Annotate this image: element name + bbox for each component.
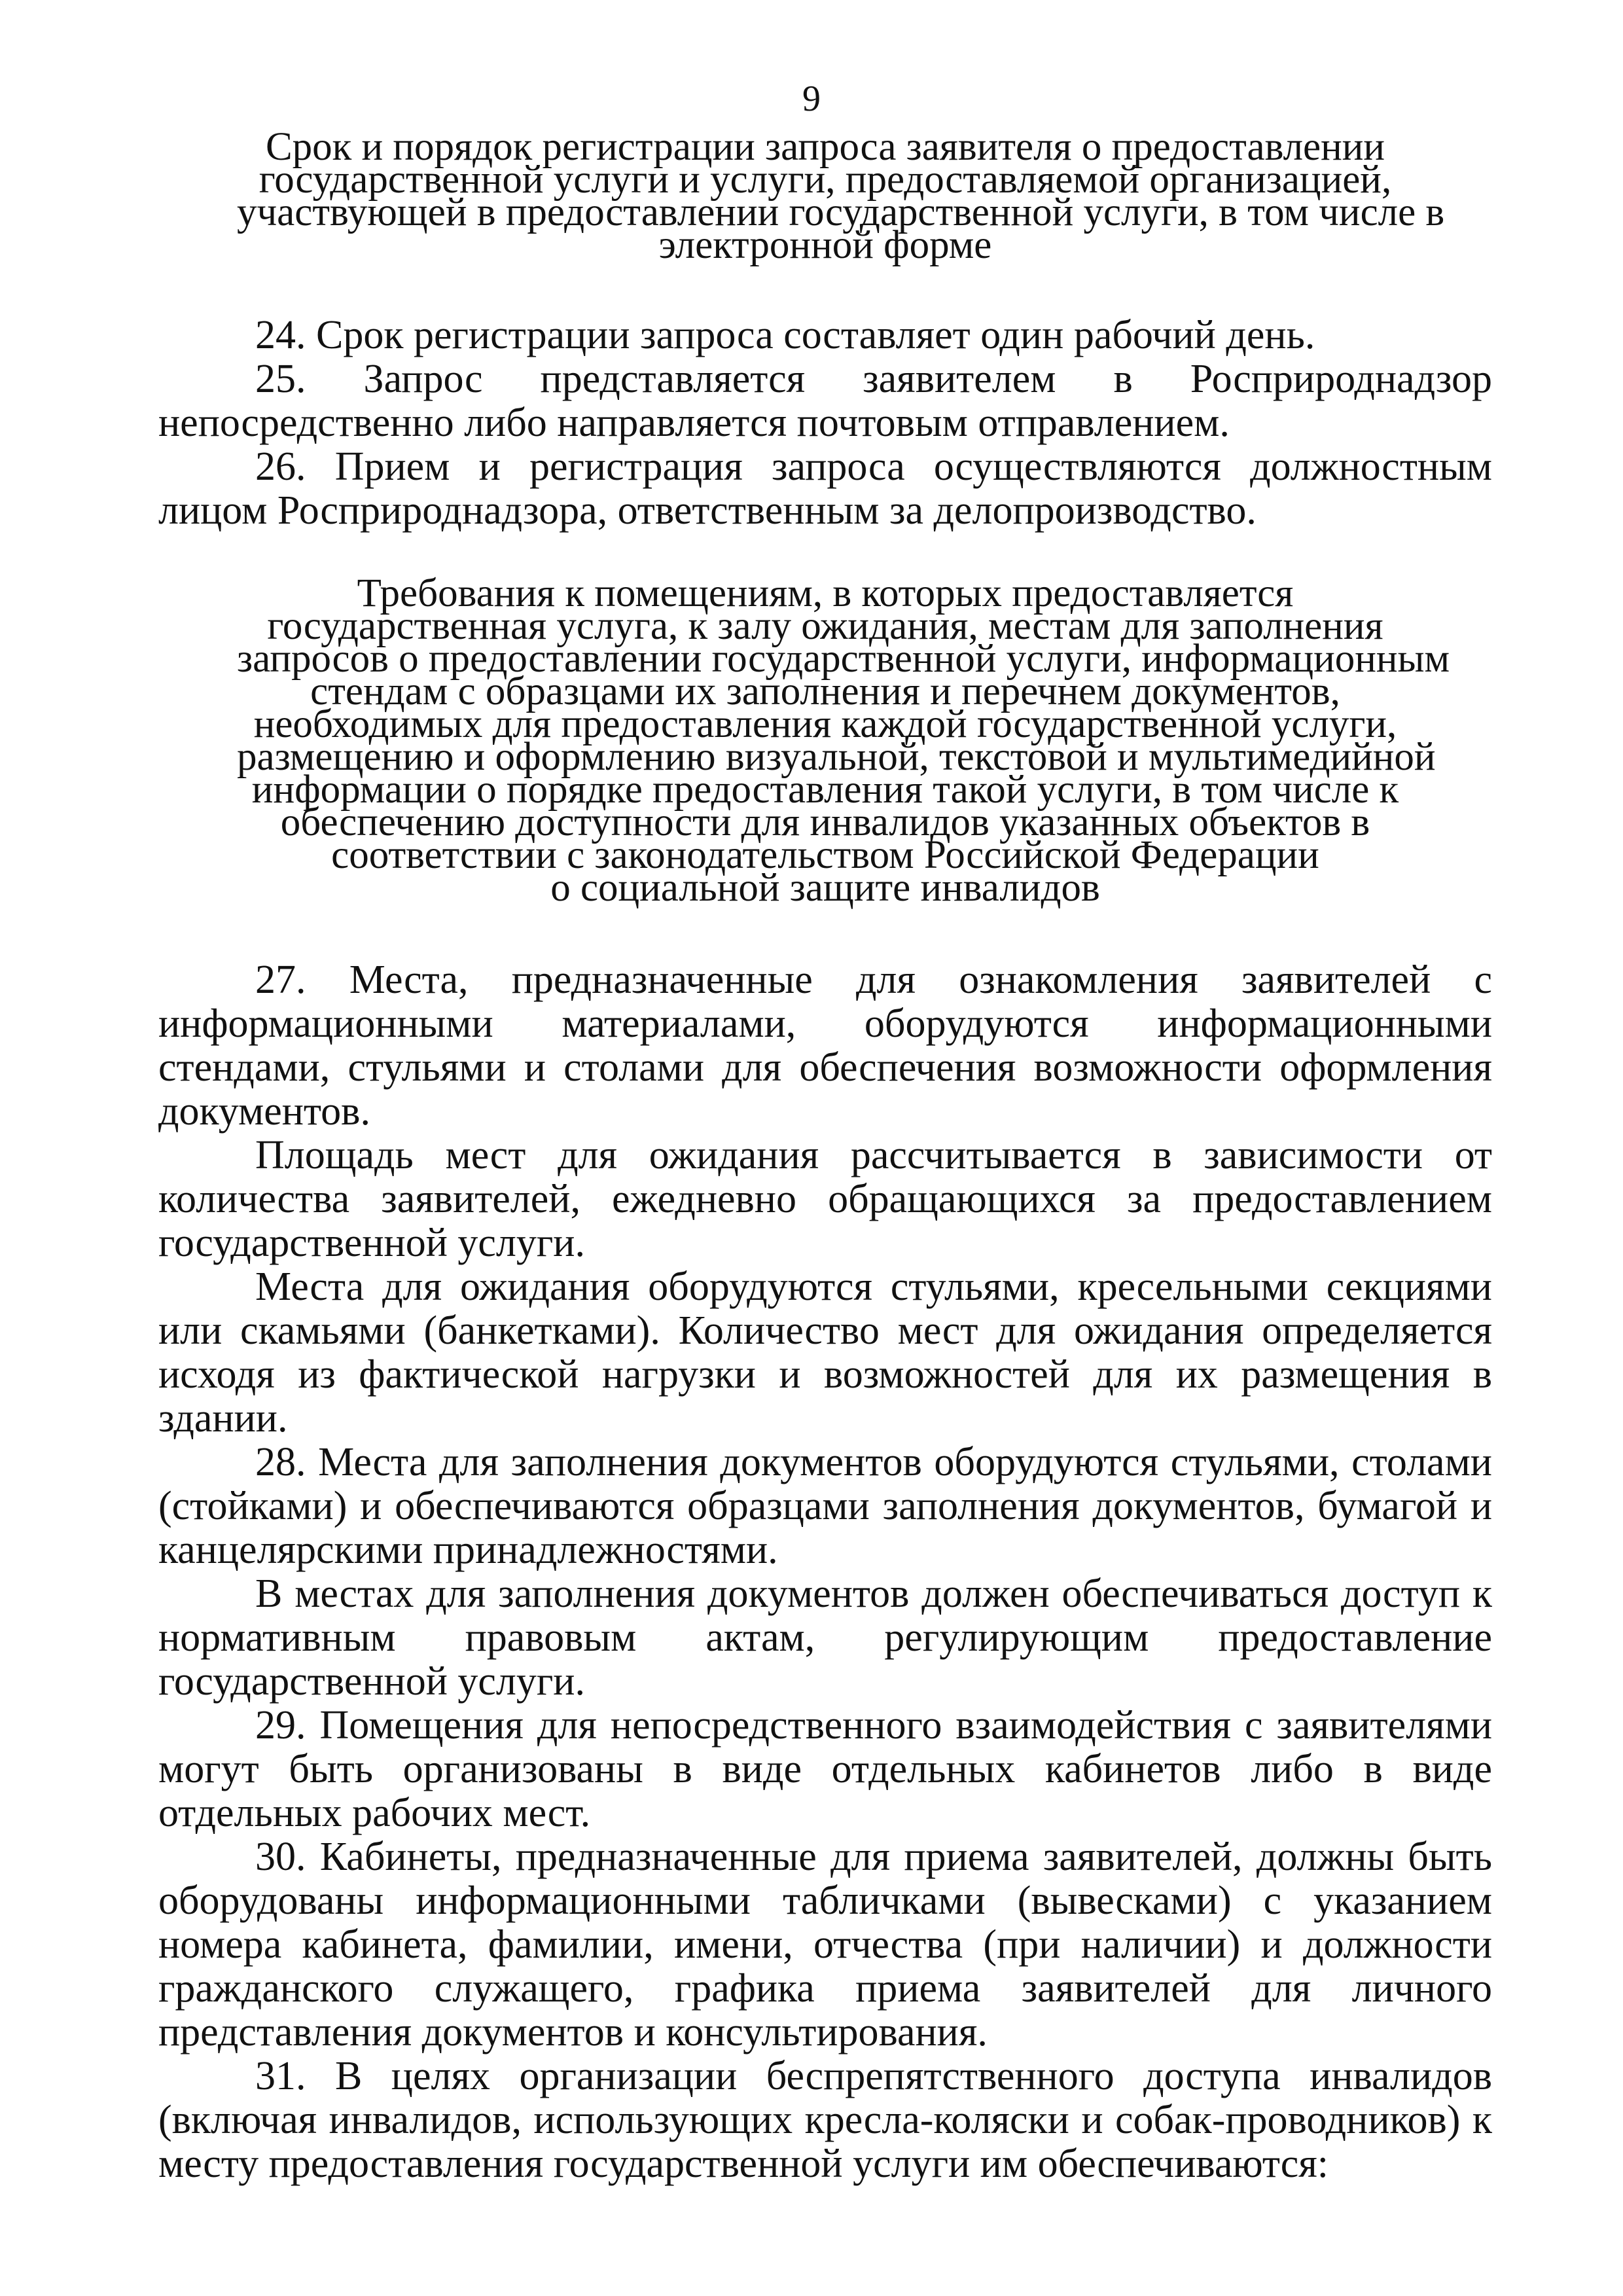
paragraph-waiting-seats: Места для ожидания оборудуются стульями, кресельными секциями или скамьями (банкетками). Количество мест для ожидания определяется исходя из фактической нагрузки и возможностей для их размещения в здании.	[158, 1265, 1492, 1441]
heading-line: Требования к помещениям, в которых предоставляется	[357, 571, 1294, 615]
page-number: 9	[802, 79, 821, 119]
paragraph-waiting-area: Площадь мест для ожидания рассчитывается в зависимости от количества заявителей, ежедневно обращающихся за предоставлением государственной услуги.	[158, 1133, 1492, 1265]
heading-line: государственная услуга, к залу ожидания, местам для заполнения	[267, 604, 1383, 648]
document-body	[158, 125, 1492, 2186]
paragraph-26: 26. Прием и регистрация запроса осуществляются должностным лицом Росприроднадзора, ответственным за делопроизводство.	[158, 444, 1492, 533]
section-heading-registration	[158, 125, 1492, 267]
heading-line: соответствии с законодательством Российской Федерации	[331, 833, 1319, 877]
heading-line: электронной форме	[658, 223, 992, 267]
heading-line: государственной услуги и услуги, предоставляемой организацией,	[259, 158, 1392, 202]
paragraph-24: 24. Срок регистрации запроса составляет один рабочий день.	[255, 313, 1315, 357]
heading-line: участвующей в предоставлении государственной услуги, в том числе в	[237, 190, 1445, 234]
paragraph-28: 28. Места для заполнения документов оборудуются стульями, столами (стойками) и обеспечиваются образцами заполнения документов, бумагой и канцелярскими принадлежностями.	[158, 1440, 1492, 1572]
paragraph-legal-acts-access: В местах для заполнения документов должен обеспечиваться доступ к нормативным правовым актам, регулирующим предоставление государственной услуги.	[158, 1571, 1492, 1704]
paragraph-31: 31. В целях организации беспрепятственного доступа инвалидов (включая инвалидов, использующих кресла-коляски и собак-проводников) к месту предоставления государственной услуги им обеспечиваются:	[158, 2054, 1492, 2186]
section-heading-premises-requirements	[158, 571, 1492, 910]
heading-line: информации о порядке предоставления такой услуги, в том числе к	[251, 768, 1399, 812]
heading-line: о социальной защите инвалидов	[550, 866, 1100, 910]
paragraph-25: 25. Запрос представляется заявителем в Росприроднадзор непосредственно либо направляется почтовым отправлением.	[158, 357, 1492, 445]
paragraph-29: 29. Помещения для непосредственного взаимодействия с заявителями могут быть организованы в виде отдельных кабинетов либо в виде отдельных рабочих мест.	[158, 1703, 1492, 1835]
heading-line: размещению и оформлению визуальной, текстовой и мультимедийной	[237, 735, 1436, 779]
heading-line: Срок и порядок регистрации запроса заявителя о предоставлении	[265, 125, 1385, 169]
heading-line: запросов о предоставлении государственной услуги, информационным	[237, 637, 1450, 681]
heading-line: обеспечению доступности для инвалидов указанных объектов в	[280, 800, 1370, 844]
heading-line: необходимых для предоставления каждой государственной услуги,	[253, 702, 1397, 746]
paragraph-27: 27. Места, предназначенные для ознакомления заявителей с информационными материалами, оборудуются информационными стендами, стульями и столами для обеспечения возможности оформления документов.	[158, 958, 1492, 1134]
paragraph-30: 30. Кабинеты, предназначенные для приема заявителей, должны быть оборудованы информационными табличками (вывесками) с указанием номера кабинета, фамилии, имени, отчества (при наличии) и должности гражданского служащего, графика приема заявителей для личного представления документов и консультирования.	[158, 1835, 1492, 2054]
heading-line: стендам с образцами их заполнения и перечнем документов,	[310, 670, 1340, 713]
